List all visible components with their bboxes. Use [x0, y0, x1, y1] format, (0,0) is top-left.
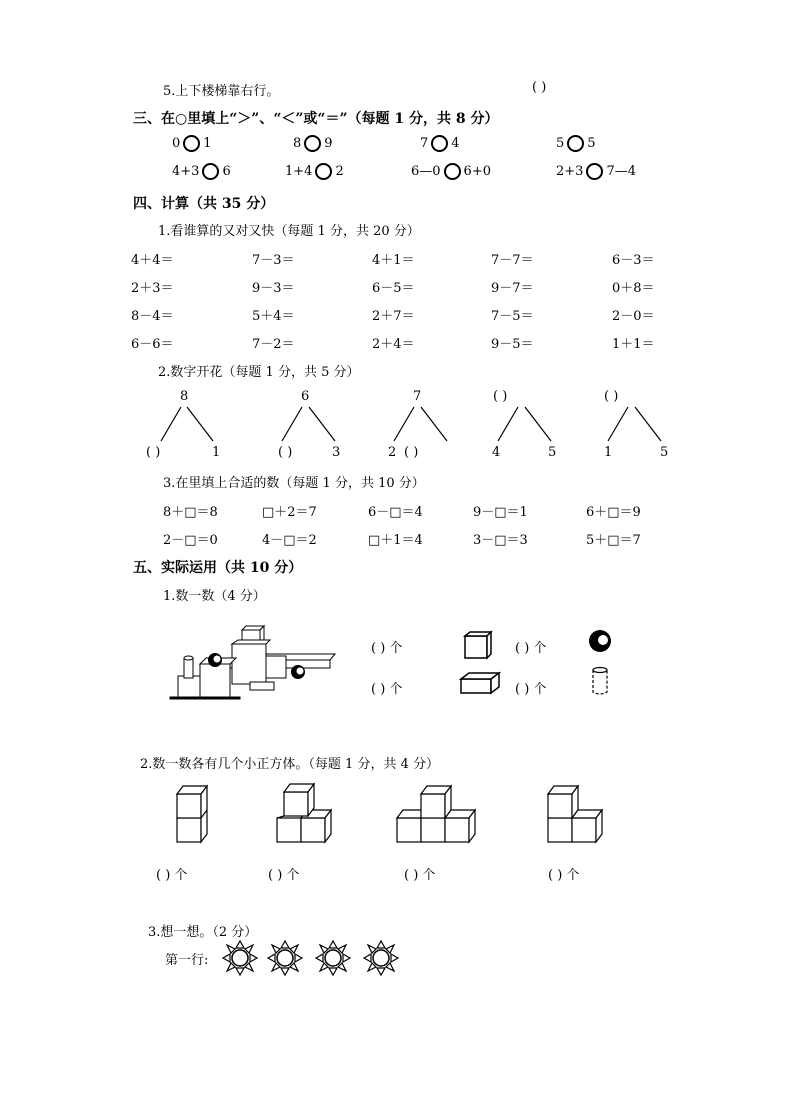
flower-right: 1: [212, 445, 221, 460]
fill-item[interactable]: 3－□＝3: [473, 533, 528, 548]
flower-top: 7: [413, 389, 422, 404]
cube-answer[interactable]: ( ) 个: [548, 868, 580, 883]
sun-icon: [316, 941, 350, 975]
section-4-title: 四、计算（共 35 分）: [133, 196, 275, 212]
cubes-title: 2.数一数各有几个小正方体。（每题 1 分，共 4 分）: [140, 757, 439, 772]
cube-icon: [463, 630, 493, 660]
compare-item[interactable]: 5 5: [556, 136, 596, 151]
calc-item[interactable]: 8－4＝: [131, 309, 174, 324]
sphere-icon: [588, 629, 614, 655]
flower-top[interactable]: ( ): [604, 389, 619, 404]
calc-item[interactable]: 9－5＝: [491, 337, 534, 352]
flower-right[interactable]: ( ): [404, 445, 419, 460]
flower-right: 5: [548, 445, 557, 460]
calc-item[interactable]: 4＋1＝: [372, 253, 415, 268]
q2-title: 2.数字开花（每题 1 分，共 5 分）: [158, 365, 360, 380]
cube-answer[interactable]: ( ) 个: [156, 868, 188, 883]
calc-item[interactable]: 6－5＝: [372, 281, 415, 296]
count-answer[interactable]: ( ) 个: [371, 641, 403, 656]
compare-item[interactable]: 0 1: [172, 136, 212, 151]
fill-item[interactable]: 9－□＝1: [473, 505, 528, 520]
calc-item[interactable]: 7－5＝: [491, 309, 534, 324]
flower-left: 1: [604, 445, 613, 460]
fill-item[interactable]: 2－□＝0: [163, 533, 218, 548]
calc-item[interactable]: 5＋4＝: [252, 309, 295, 324]
fill-item[interactable]: 6－□＝4: [368, 505, 423, 520]
cube-answer[interactable]: ( ) 个: [404, 868, 436, 883]
compare-item[interactable]: 4+3 6: [172, 164, 231, 179]
count-title: 1.数一数（4 分）: [163, 589, 266, 604]
count-answer[interactable]: ( ) 个: [515, 641, 547, 656]
think-title: 3.想一想。（2 分）: [148, 925, 258, 940]
flower-left[interactable]: ( ): [278, 445, 293, 460]
flower-left[interactable]: ( ): [146, 445, 161, 460]
cube-figures: [0, 778, 789, 848]
fill-item[interactable]: 6＋□＝9: [586, 505, 641, 520]
calc-item[interactable]: 2－0＝: [612, 309, 655, 324]
section-3-title: 三、在○里填上“＞”、“＜”或“＝”（每题 1 分，共 8 分）: [133, 111, 499, 127]
flower-top: 6: [301, 389, 310, 404]
calc-item[interactable]: 9－3＝: [252, 281, 295, 296]
sun-icon: [364, 941, 398, 975]
flower-right: 3: [332, 445, 341, 460]
calc-item[interactable]: 2＋3＝: [131, 281, 174, 296]
sun-icon: [268, 941, 302, 975]
calc-item[interactable]: 9－7＝: [491, 281, 534, 296]
calc-item[interactable]: 7－7＝: [491, 253, 534, 268]
flower-left: 2: [388, 445, 397, 460]
calc-item[interactable]: 0＋8＝: [612, 281, 655, 296]
calc-item[interactable]: 7－2＝: [252, 337, 295, 352]
shapes-picture: [170, 618, 340, 700]
fill-item[interactable]: 4－□＝2: [262, 533, 317, 548]
flower-top[interactable]: ( ): [493, 389, 508, 404]
fill-item[interactable]: 8＋□＝8: [163, 505, 218, 520]
flower-left: 4: [492, 445, 501, 460]
fill-item[interactable]: □＋1＝4: [368, 533, 423, 548]
calc-item[interactable]: 6－6＝: [131, 337, 174, 352]
fill-item[interactable]: □＋2＝7: [262, 505, 317, 520]
judge-item-5: 5.上下楼梯靠右行。: [163, 84, 280, 99]
compare-item[interactable]: 2+3 7—4: [556, 164, 636, 179]
calc-item[interactable]: 4＋4＝: [131, 253, 174, 268]
section-5-title: 五、实际运用（共 10 分）: [133, 560, 303, 576]
count-answer[interactable]: ( ) 个: [371, 682, 403, 697]
cuboid-icon: [459, 671, 501, 695]
calc-item[interactable]: 7－3＝: [252, 253, 295, 268]
cube-answer[interactable]: ( ) 个: [268, 868, 300, 883]
compare-item[interactable]: 6—0 6+0: [411, 164, 491, 179]
sun-icon: [223, 941, 257, 975]
flower-lines: [0, 0, 789, 470]
calc-item[interactable]: 2＋7＝: [372, 309, 415, 324]
count-answer[interactable]: ( ) 个: [515, 682, 547, 697]
sun-icons: [215, 938, 405, 978]
compare-item[interactable]: 7 4: [420, 136, 460, 151]
flower-top: 8: [180, 389, 189, 404]
compare-item[interactable]: 8 9: [293, 136, 333, 151]
q3-title: 3.在里填上合适的数（每题 1 分，共 10 分）: [163, 476, 425, 491]
judge-answer-paren[interactable]: ( ): [532, 80, 547, 95]
q1-title: 1.看谁算的又对又快（每题 1 分，共 20 分）: [158, 224, 420, 239]
calc-item[interactable]: 2＋4＝: [372, 337, 415, 352]
calc-item[interactable]: 1＋1＝: [612, 337, 655, 352]
cylinder-icon: [591, 666, 611, 698]
row-label: 第一行:: [165, 953, 209, 968]
flower-right: 5: [660, 445, 669, 460]
fill-item[interactable]: 5＋□＝7: [586, 533, 641, 548]
calc-item[interactable]: 6－3＝: [612, 253, 655, 268]
compare-item[interactable]: 1+4 2: [285, 164, 344, 179]
